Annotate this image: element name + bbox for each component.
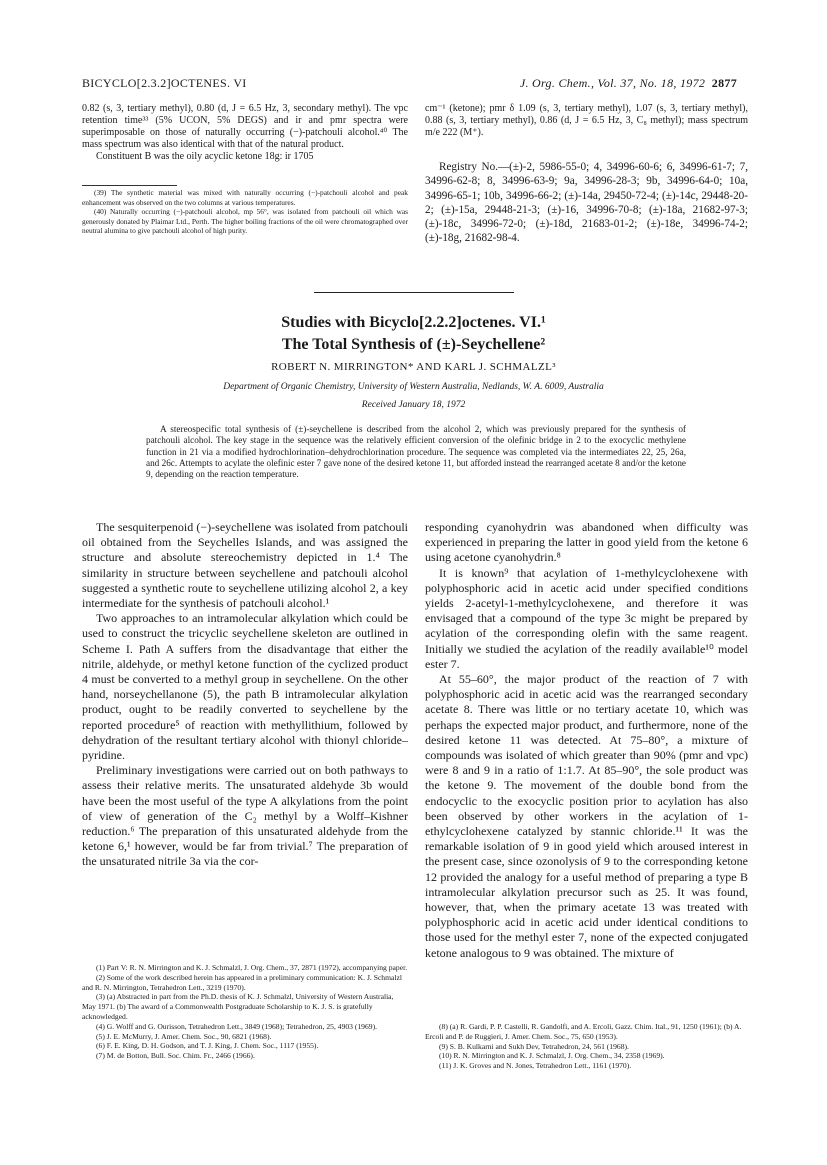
body-paragraph: The sesquiterpenoid (−)-seychellene was isolated from patchouli oil obtained from the Seychelles Islands, and was assigned the structure and absolute stereochemistry depicted in 1.⁴ The similarity in structure between seychellene and patchouli alcohol suggested a synthetic route to seychellene utilizing alcohol 2, a key intermediate for the synthesis of patchouli alcohol.¹ [82, 520, 408, 611]
journal-citation: J. Org. Chem., Vol. 37, No. 18, 1972 [519, 76, 706, 90]
footnote-item: (39) The synthetic material was mixed with naturally occurring (−)-patchouli alcohol and peak enhancement was observed on the two columns at various temperatures. [82, 188, 408, 207]
page-number: 2877 [711, 76, 737, 90]
footnote-item: (9) S. B. Kulkarni and Sukh Dev, Tetrahedron, 24, 561 (1968). [439, 1041, 629, 1051]
running-header-left: BICYCLO[2.3.2]OCTENES. VI [82, 76, 247, 90]
body-paragraph: Two approaches to an intramolecular alkylation which could be used to construct the tricyclic seychellene skeleton are outlined in Scheme I. Path A suffers from the disadvantage that either the nitrile, aldehyde, or methyl ketone function of the cyclized product 4 must be converted to a methyl group in seychellene. On the other hand, norseychellanone (5), the path B intramolecular alkylation product, ought to be readily converted to seychellene by the reported procedure⁵ of reaction with methyllithium, followed by dehydration of the resultant tertiary alcohol with thionyl chloride–pyridine. [82, 611, 408, 763]
body-paragraph: Preliminary investigations were carried out on both pathways to assess their relative merits. The unsaturated aldehyde 3b would have been the most useful of the type A alkylations from the point of view of generation of the C₂ methyl by a Wolff–Kishner reduction.⁶ The preparation of this unsaturated aldehyde from the ketone 6,¹ however, would be far from trivial.⁷ The preparation of the unsaturated nitrile 3a via the cor- [82, 763, 408, 869]
received-date: Received January 18, 1972 [361, 400, 466, 410]
prev-article-left-text [82, 103, 408, 163]
prev-left-paragraph: 0.82 (s, 3, tertiary methyl), 0.80 (d, J = 6.5 Hz, 3, secondary methyl). The vpc retention time³³ (5% UCON, 5% DEGS) and ir and pmr spectra were superimposable on those of naturally occurring (−)-patchouli alcohol.⁴⁰ The mass spectrum was also identical with that of the natural product. [82, 103, 408, 151]
footnote-item: (6) F. E. King, D. H. Godson, and T. J. King, J. Chem. Soc., 1117 (1955). [96, 1041, 319, 1051]
footnotes-right [425, 1022, 748, 1071]
prev-article-right-text: cm⁻¹ (ketone); pmr δ 1.09 (s, 3, tertiary methyl), 1.07 (s, 3, tertiary methyl), 0.88 (s, 3, tertiary methyl), 0.86 (d, J = 6.5 Hz, 3, C₈ methyl); mass spectrum m/e 222 (M⁺). [425, 103, 748, 139]
footnotes-left [82, 963, 408, 1061]
footnote-item: (7) M. de Botton, Bull. Soc. Chim. Fr., 2466 (1966). [96, 1051, 255, 1061]
body-paragraph: It is known⁹ that acylation of 1-methylcyclohexene with polyphosphoric acid in acetic acid under specified conditions yields 2-acetyl-1-methylcyclohexene, and therefore it was envisaged that a compound of the type 3c might be prepared by acylation of the corresponding olefin with the same reagent. Initially we studied the acylation of the readily available¹⁰ model ester 7. [425, 565, 748, 671]
body-paragraph: responding cyanohydrin was abandoned when difficulty was experienced in preparing the latter in good yield from the ketone 6 using acetone cyanohydrin.⁸ [425, 520, 748, 565]
abstract: A stereospecific total synthesis of (±)-seychellene is described from the alcohol 2, which was previously prepared for the synthesis of patchouli alcohol. The key stage in the sequence was the relatively efficient conversion of the olefinic bridge in 2 to the exocyclic methylene function in 21 via a modified hydrochlorination–dehydrochlorination procedure. The sequence was completed via the intermediates 22, 25, 26a, and 26c. Attempts to acylate the olefinic ester 7 gave none of the desired ketone 11, but afforded instead the rearranged acetate 8 and/or the ketone 9, depending on the reaction temperature. [146, 424, 686, 480]
prev-left-paragraph-2: Constituent B was the oily acyclic ketone 18g: ir 1705 [96, 151, 314, 163]
body-paragraph: At 55–60°, the major product of the reaction of 7 with polyphosphoric acid in acetic acid was the rearranged secondary acetate 8. There was little or no tertiary acetate 10, which was perhaps the expected major product, and furthermore, none of the desired ketone 11 was detected. At 75–80°, a mixture of compounds was isolated of which greater than 90% (pmr and vpc) were 8 and 9 in a ratio of 1:1.7. At 85–90°, the sole product was the ketone 9. The movement of the double bond from the endocyclic to the exocyclic position prior to acylation has also been observed by other workers in the acylation of 1-ethylcyclohexene catalyzed by stannic chloride.¹¹ It was the remarkable isolation of 9 in good yield which aroused interest in the present case, since ozonolysis of 9 to the corresponding ketone 12 provided the analogy for a useful method of preparing a type B intramolecular alkylation precursor such as 25. It was found, however, that, when the primary acetate 13 was treated with polyphosphoric acid in acetic acid under identical conditions to those used for the methyl ester 7, none of the expected conjugated ketone analogous to 9 was obtained. The mixture of [425, 672, 748, 960]
prev-footnotes [82, 188, 408, 236]
footnote-item: (1) Part V: R. N. Mirrington and K. J. Schmalzl, J. Org. Chem., 37, 2871 (1972), accompanying paper. [96, 963, 408, 972]
running-header-right [520, 76, 737, 91]
article-title-line1: Studies with Bicyclo[2.2.2]octenes. VI.¹ [281, 314, 546, 331]
body-right-column [425, 520, 748, 961]
body-left-column [82, 520, 408, 870]
footnote-item: (2) Some of the work described herein has appeared in a preliminary communication: K. J. Schmalzl and R. N. Mirrington, Tetrahedron Lett., 3219 (1970). [82, 972, 402, 992]
article-separator [314, 292, 514, 293]
footnote-item: (8) (a) R. Gardi, P. P. Castelli, R. Gandolfi, and A. Ercoli, Gazz. Chim. Ital., 91, 1250 (1961); (b) A. Ercoli and P. de Ruggieri, J. Amer. Chem. Soc., 75, 650 (1953). [425, 1022, 742, 1041]
footnote-item: (10) R. N. Mirrington and K. J. Schmalzl, J. Org. Chem., 34, 2358 (1969). [439, 1051, 665, 1061]
registry-numbers: Registry No.—(±)-2, 5986-55-0; 4, 34996-60-6; 6, 34996-61-7; 7, 34996-62-8; 8, 34996-63-9; 9a, 34996-28-3; 9b, 34996-64-0; 10a, 34996-65-1; 10b, 34996-66-2; (±)-14a, 29450-72-4; (±)-14c, 29448-20-2; (±)-15a, 29448-21-3; (±)-16, 34996-70-8; (±)-18a, 21682-97-3; (±)-18c, 34996-72-0; (±)-18d, 21683-01-2; (±)-18e, 34996-74-2; (±)-18g, 21682-98-4. [425, 161, 748, 245]
article-authors: ROBERT N. MIRRINGTON* AND KARL J. SCHMALZL³ [271, 361, 556, 373]
footnote-item: (3) (a) Abstracted in part from the Ph.D. thesis of K. J. Schmalzl, University of Western Australia, May 1971. (b) The award of a Commonwealth Postgraduate Scholarship to K. J. S. is gratefully acknowledged. [82, 992, 394, 1021]
footnote-item: (4) G. Wolff and G. Ourisson, Tetrahedron Lett., 3849 (1968); Tetrahedron, 25, 4903 (1969). [96, 1021, 377, 1031]
footnote-item: (40) Naturally occurring (−)-patchouli alcohol, mp 56°, was isolated from patchouli oil which was generously donated by Plaimar Ltd., Perth. The higher boiling fractions of the oil were chromatographed over neutral alumina to give patchouli alcohol of high purity. [82, 207, 408, 236]
article-title-line2: The Total Synthesis of (±)-Seychellene² [281, 336, 546, 353]
footnote-item: (11) J. K. Groves and N. Jones, Tetrahedron Lett., 1161 (1970). [439, 1061, 632, 1071]
footnote-rule [82, 185, 177, 186]
article-affiliation: Department of Organic Chemistry, University of Western Australia, Nedlands, W. A. 6009, Australia [223, 382, 604, 392]
footnote-item: (5) J. E. McMurry, J. Amer. Chem. Soc., 90, 6821 (1968). [96, 1031, 272, 1041]
